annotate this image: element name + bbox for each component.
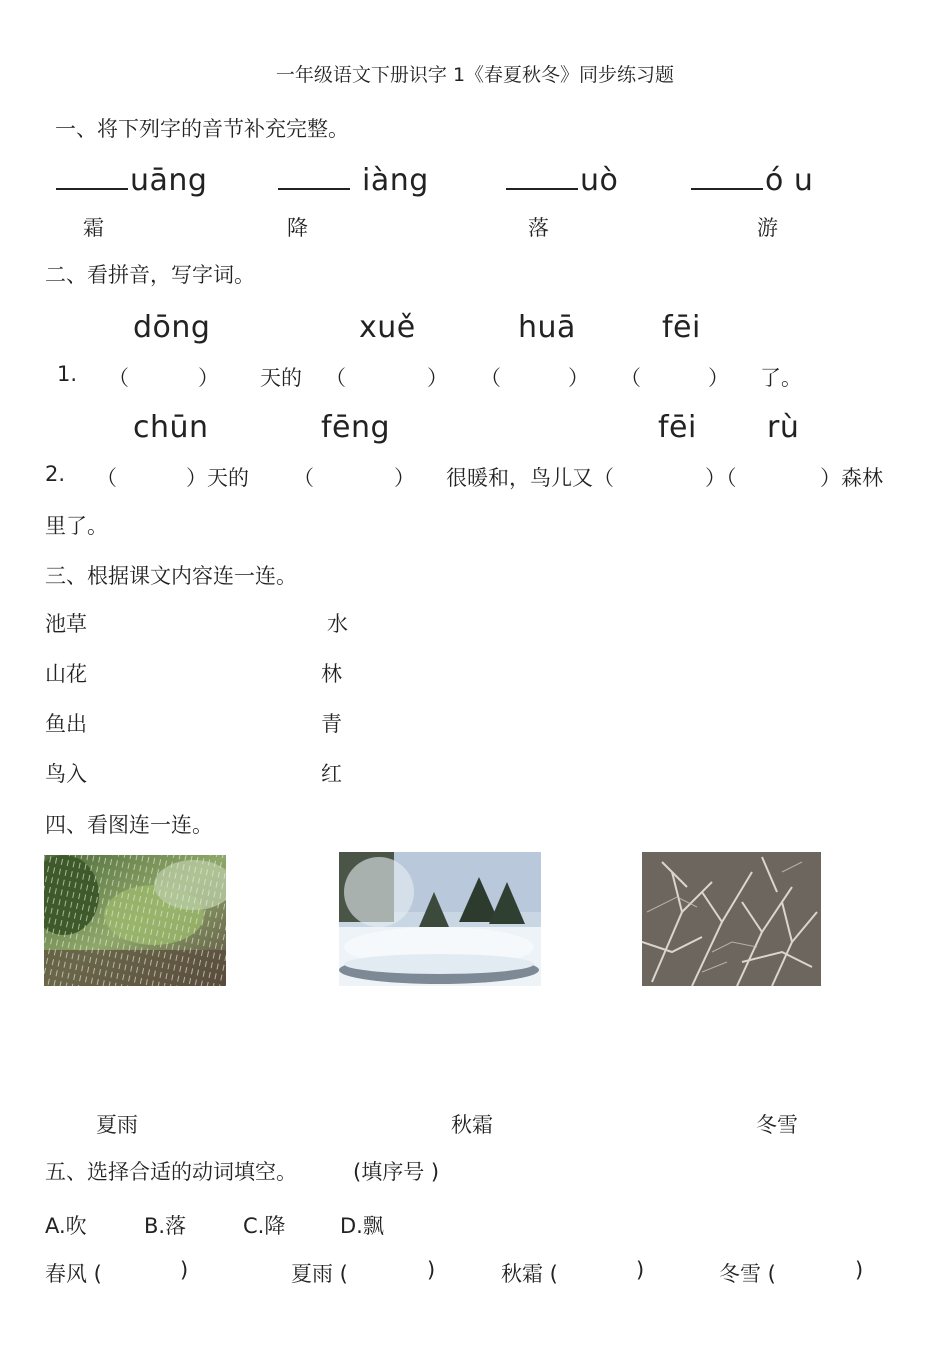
paren: ） bbox=[198, 366, 219, 390]
answer-blank[interactable] bbox=[56, 162, 128, 190]
q5-hint: (填序号 ) bbox=[353, 1160, 440, 1184]
fill-item-word: 夏雨 ( bbox=[291, 1262, 348, 1286]
paren: （ bbox=[96, 466, 117, 490]
q1-item-2: iàng bbox=[278, 162, 429, 198]
paren: ） bbox=[394, 466, 415, 490]
sentence-text: ）森林 bbox=[820, 466, 883, 490]
q1-char: 霜 bbox=[83, 216, 104, 240]
pinyin: fēi bbox=[658, 410, 697, 445]
paren: （ bbox=[480, 366, 501, 390]
q1-char: 落 bbox=[528, 216, 549, 240]
option-b: B.落 bbox=[144, 1214, 187, 1238]
sentence-text: 很暖和，鸟儿又（ bbox=[446, 466, 614, 490]
fill-item-close: ) bbox=[855, 1258, 864, 1282]
photo-label[interactable]: 冬雪 bbox=[756, 1113, 798, 1137]
pinyin: fēng bbox=[321, 410, 391, 445]
option-d: D.飘 bbox=[340, 1214, 384, 1238]
paren: ） bbox=[708, 366, 729, 390]
option-c: C.降 bbox=[243, 1214, 286, 1238]
paren: （ bbox=[620, 366, 641, 390]
pinyin: huā bbox=[518, 310, 576, 345]
q1-item-1: uāng bbox=[56, 162, 207, 198]
paren: （ bbox=[293, 466, 314, 490]
sentence-text: ）（ bbox=[705, 466, 737, 490]
match-left-item[interactable]: 池草 bbox=[45, 612, 87, 636]
photo-label[interactable]: 秋霜 bbox=[451, 1113, 493, 1137]
q1-heading: 一、将下列字的音节补充完整。 bbox=[55, 117, 349, 141]
fill-item-close: ) bbox=[180, 1258, 189, 1282]
answer-blank[interactable] bbox=[278, 162, 350, 190]
q3-heading: 三、根据课文内容连一连。 bbox=[45, 564, 297, 588]
paren: （ bbox=[108, 366, 129, 390]
paren: ） bbox=[568, 366, 589, 390]
match-left-item[interactable]: 山花 bbox=[45, 662, 87, 686]
match-right-item[interactable]: 红 bbox=[321, 762, 342, 786]
sentence-text: ）天的 bbox=[186, 466, 249, 490]
q1-item-4: ó u bbox=[691, 162, 813, 198]
paren: ） bbox=[427, 366, 448, 390]
answer-blank[interactable] bbox=[506, 162, 578, 190]
sentence-text: 里了。 bbox=[45, 514, 108, 538]
photo-label[interactable]: 夏雨 bbox=[96, 1113, 138, 1137]
fill-item-word: 秋霜 ( bbox=[501, 1262, 558, 1286]
q1-item-3: uò bbox=[506, 162, 618, 198]
pinyin: dōng bbox=[133, 310, 211, 345]
pinyin: xuě bbox=[359, 310, 416, 345]
pinyin: fēi bbox=[662, 310, 701, 345]
q2-line-1-number: 1. bbox=[57, 362, 78, 386]
match-left-item[interactable]: 鸟入 bbox=[45, 762, 87, 786]
match-right-item[interactable]: 林 bbox=[321, 662, 342, 686]
option-a: A.吹 bbox=[45, 1214, 87, 1238]
sentence-text: 了。 bbox=[760, 366, 802, 390]
q1-char: 游 bbox=[757, 216, 778, 240]
q2-heading: 二、看拼音，写字词。 bbox=[45, 263, 255, 287]
fill-item-word: 冬雪 ( bbox=[719, 1262, 776, 1286]
q2-line-2-number: 2. bbox=[45, 462, 66, 486]
fill-item-close: ) bbox=[636, 1258, 645, 1282]
pinyin: rù bbox=[767, 410, 800, 445]
q5-heading: 五、选择合适的动词填空。 bbox=[45, 1160, 297, 1184]
match-right-item[interactable]: 青 bbox=[321, 712, 342, 736]
snow-photo[interactable] bbox=[339, 852, 541, 986]
fill-item-close: ) bbox=[427, 1258, 436, 1282]
frost-photo[interactable] bbox=[642, 852, 821, 986]
paren: （ bbox=[325, 366, 346, 390]
page-title: 一年级语文下册识字 1《春夏秋冬》同步练习题 bbox=[275, 64, 675, 86]
fill-item-word: 春风 ( bbox=[45, 1262, 102, 1286]
match-left-item[interactable]: 鱼出 bbox=[45, 712, 87, 736]
match-right-item[interactable]: 水 bbox=[327, 612, 348, 636]
pinyin: chūn bbox=[133, 410, 209, 445]
answer-blank[interactable] bbox=[691, 162, 763, 190]
q1-char: 降 bbox=[287, 216, 308, 240]
q4-heading: 四、看图连一连。 bbox=[45, 813, 213, 837]
sentence-text: 天的 bbox=[260, 366, 302, 390]
rain-photo[interactable] bbox=[44, 855, 226, 986]
